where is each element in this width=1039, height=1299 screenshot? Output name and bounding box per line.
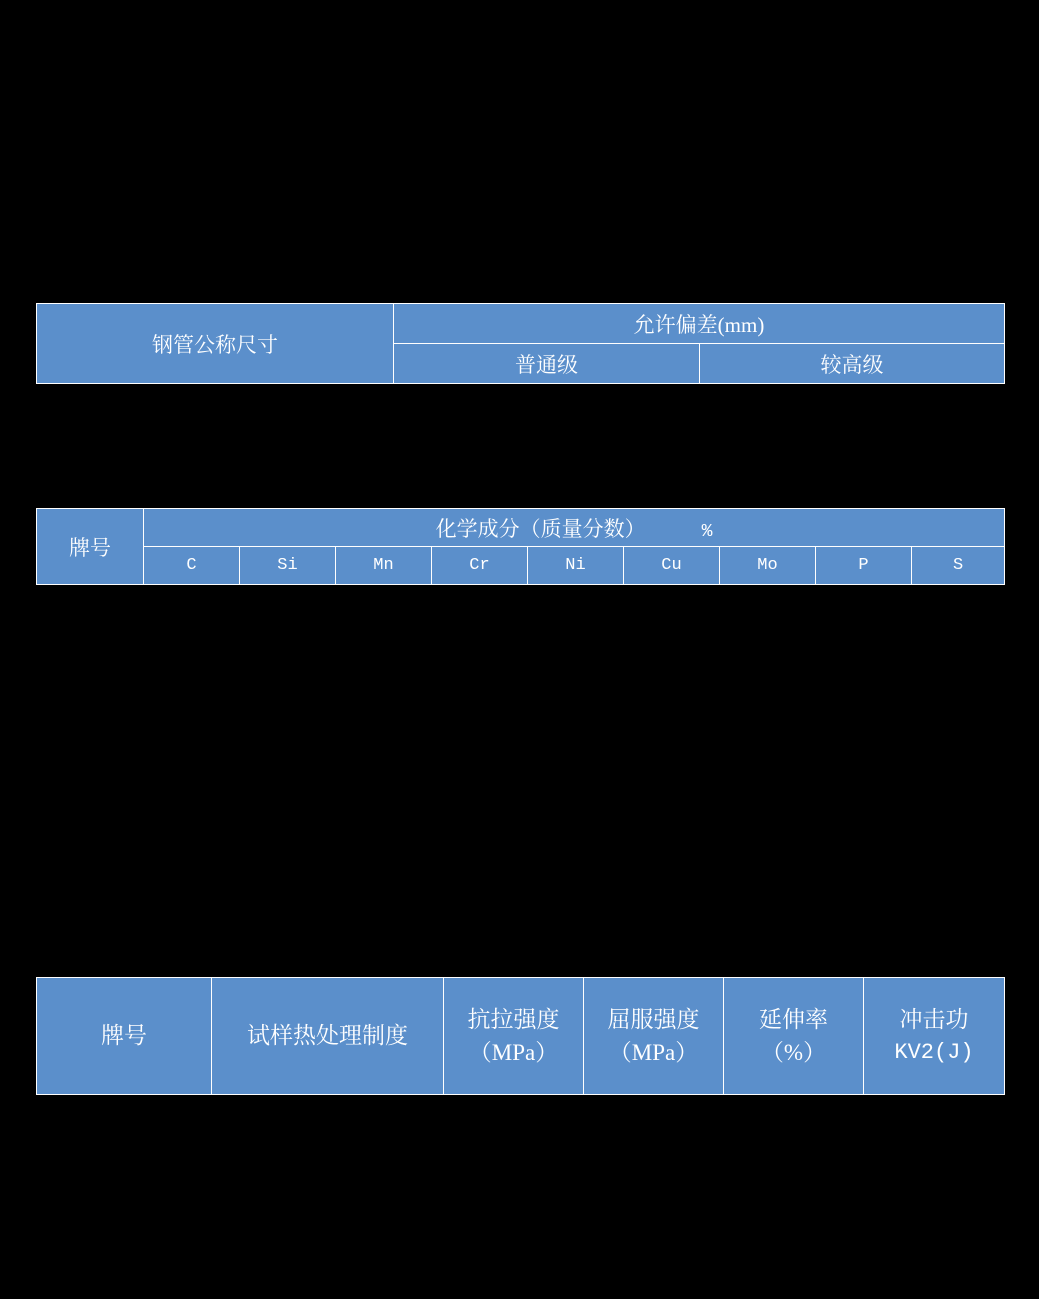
header-element-si: Si xyxy=(240,547,336,585)
header-grade: 牌号 xyxy=(37,509,144,585)
header-grade-higher: 较高级 xyxy=(700,344,1005,384)
header-tensile-strength-line1: 抗拉强度 xyxy=(467,1006,560,1032)
chemical-composition-table xyxy=(36,508,1005,585)
header-element-mn: Mn xyxy=(336,547,432,585)
header-element-p: P xyxy=(816,547,912,585)
header-heat-treatment-line1: 试样热处理制度 xyxy=(247,1023,408,1049)
table-row xyxy=(37,304,1005,344)
header-element-mo: Mo xyxy=(720,547,816,585)
header-elongation-line2: （%） xyxy=(760,1040,827,1065)
header-tolerance: 允许偏差(mm) xyxy=(394,304,1005,344)
header-element-c: C xyxy=(144,547,240,585)
header-impact-energy-line2: KV2(J) xyxy=(894,1039,974,1065)
mechanical-properties-table xyxy=(36,977,1005,1095)
table-row xyxy=(37,509,1005,547)
header-grade-ordinary: 普通级 xyxy=(394,344,700,384)
header-grade xyxy=(37,978,212,1095)
header-impact-energy xyxy=(864,978,1005,1095)
header-tensile-strength xyxy=(444,978,584,1095)
header-element-ni: Ni xyxy=(528,547,624,585)
steel-pipe-tolerance-table xyxy=(36,303,1005,384)
header-elongation-line1: 延伸率 xyxy=(759,1006,828,1032)
header-impact-energy-line1: 冲击功 xyxy=(899,1007,969,1033)
header-element-cu: Cu xyxy=(624,547,720,585)
table-row xyxy=(37,547,1005,585)
header-element-cr: Cr xyxy=(432,547,528,585)
header-yield-strength-line2: （MPa） xyxy=(608,1040,699,1065)
chem-title-text: 化学成分（质量分数） xyxy=(435,516,646,541)
header-element-s: S xyxy=(912,547,1005,585)
header-heat-treatment xyxy=(212,978,444,1095)
header-yield-strength-line1: 屈服强度 xyxy=(607,1006,700,1032)
table-row xyxy=(37,978,1005,1095)
header-grade-line1: 牌号 xyxy=(101,1023,147,1049)
header-yield-strength xyxy=(584,978,724,1095)
chem-unit-text: % xyxy=(701,521,713,542)
header-chemical-composition xyxy=(144,509,1005,547)
header-elongation xyxy=(724,978,864,1095)
header-nominal-size: 钢管公称尺寸 xyxy=(37,304,394,384)
header-tensile-strength-line2: （MPa） xyxy=(468,1040,559,1065)
